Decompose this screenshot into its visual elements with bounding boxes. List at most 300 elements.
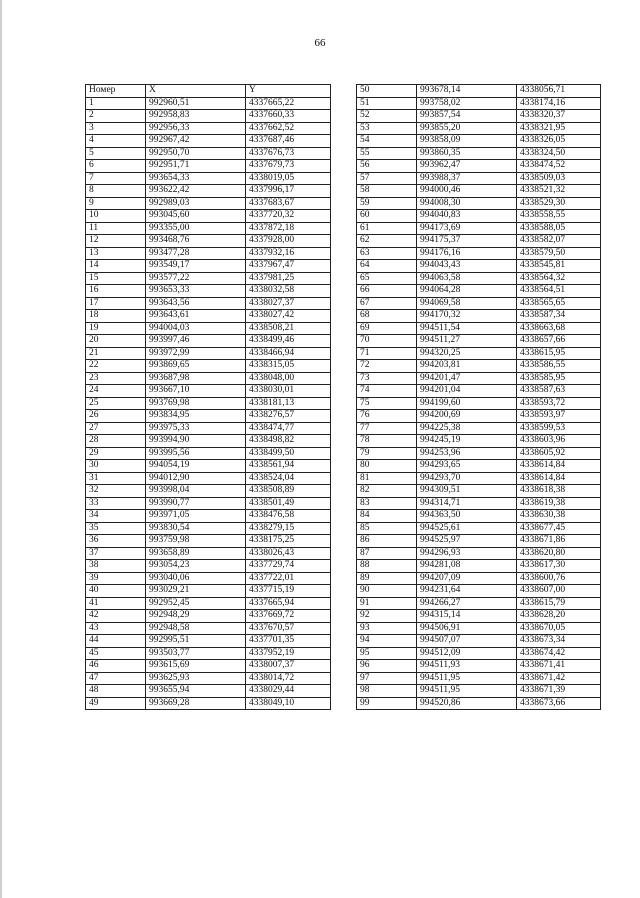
cell-number: 42 [86, 610, 146, 623]
cell-x: 993653,33 [146, 285, 246, 298]
cell-x: 993857,54 [417, 110, 517, 123]
cell-number: 23 [86, 372, 146, 385]
cell-x: 993758,02 [417, 97, 517, 110]
cell-y: 4338521,32 [517, 185, 601, 198]
cell-x: 992951,71 [146, 160, 246, 173]
table-row [357, 247, 601, 260]
cell-y: 4338014,72 [246, 672, 331, 685]
table-row [86, 122, 331, 135]
cell-number: 30 [86, 460, 146, 473]
cell-y: 4338630,38 [517, 510, 601, 523]
cell-y: 4337967,47 [246, 260, 331, 273]
cell-number: 34 [86, 510, 146, 523]
cell-y: 4337720,32 [246, 210, 331, 223]
table-row [357, 547, 601, 560]
cell-number: 46 [86, 660, 146, 673]
cell-x: 992958,83 [146, 110, 246, 123]
cell-y: 4338600,76 [517, 572, 601, 585]
cell-number: 99 [357, 697, 417, 710]
cell-x: 994175,37 [417, 235, 517, 248]
cell-y: 4338321,95 [517, 122, 601, 135]
table-row [357, 235, 601, 248]
cell-number: 80 [357, 460, 417, 473]
cell-number: 2 [86, 110, 146, 123]
cell-x: 994512,09 [417, 647, 517, 660]
table-row [357, 685, 601, 698]
cell-x: 993994,90 [146, 435, 246, 448]
cell-y: 4338019,05 [246, 172, 331, 185]
cell-x: 994201,04 [417, 385, 517, 398]
table-row [357, 622, 601, 635]
cell-x: 993655,94 [146, 685, 246, 698]
cell-number: 73 [357, 372, 417, 385]
table-row [86, 472, 331, 485]
table-row [86, 685, 331, 698]
cell-y: 4338605,92 [517, 447, 601, 460]
cell-x: 993988,37 [417, 172, 517, 185]
cell-x: 993654,33 [146, 172, 246, 185]
coordinates-table-left [85, 84, 331, 710]
cell-number: 19 [86, 322, 146, 335]
cell-x: 994012,90 [146, 472, 246, 485]
table-row [86, 572, 331, 585]
table-row [86, 485, 331, 498]
cell-y: 4338564,51 [517, 285, 601, 298]
cell-number: 16 [86, 285, 146, 298]
cell-y: 4338587,34 [517, 310, 601, 323]
table-row [357, 585, 601, 598]
cell-x: 993029,21 [146, 585, 246, 598]
cell-y: 4338586,55 [517, 360, 601, 373]
table-row [86, 372, 331, 385]
page-edge [0, 0, 2, 898]
cell-number: 29 [86, 447, 146, 460]
cell-x: 994008,30 [417, 197, 517, 210]
cell-y: 4338007,37 [246, 660, 331, 673]
table-row [86, 697, 331, 710]
cell-number: 6 [86, 160, 146, 173]
cell-x: 994176,16 [417, 247, 517, 260]
cell-number: 53 [357, 122, 417, 135]
table-row [357, 110, 601, 123]
cell-x: 994200,69 [417, 410, 517, 423]
cell-y: 4338674,42 [517, 647, 601, 660]
table-body-right [357, 85, 601, 710]
cell-y: 4338029,44 [246, 685, 331, 698]
cell-y: 4338056,71 [517, 85, 601, 98]
cell-x: 994199,60 [417, 397, 517, 410]
cell-number: 93 [357, 622, 417, 635]
cell-number: 61 [357, 222, 417, 235]
table-row [357, 610, 601, 623]
cell-number: 85 [357, 522, 417, 535]
cell-number: 20 [86, 335, 146, 348]
cell-number: 27 [86, 422, 146, 435]
cell-number: 8 [86, 185, 146, 198]
table-row [357, 522, 601, 535]
cell-number: 18 [86, 310, 146, 323]
cell-y: 4338474,77 [246, 422, 331, 435]
cell-number: 87 [357, 547, 417, 560]
table-row [357, 672, 601, 685]
cell-y: 4338671,86 [517, 535, 601, 548]
cell-y: 4338558,55 [517, 210, 601, 223]
cell-number: 5 [86, 147, 146, 160]
coordinates-table-right [356, 84, 601, 710]
cell-number: 66 [357, 285, 417, 298]
cell-x: 994069,58 [417, 297, 517, 310]
cell-x: 993040,06 [146, 572, 246, 585]
cell-y: 4338027,42 [246, 310, 331, 323]
cell-number: 89 [357, 572, 417, 585]
cell-x: 993577,22 [146, 272, 246, 285]
cell-x: 993669,28 [146, 697, 246, 710]
cell-x: 993549,17 [146, 260, 246, 273]
table-row [357, 660, 601, 673]
cell-x: 994293,70 [417, 472, 517, 485]
cell-number: 92 [357, 610, 417, 623]
cell-x: 993687,98 [146, 372, 246, 385]
cell-y: 4338588,05 [517, 222, 601, 235]
cell-y: 4338673,66 [517, 697, 601, 710]
cell-y: 4338181,13 [246, 397, 331, 410]
cell-number: 91 [357, 597, 417, 610]
table-row [357, 447, 601, 460]
cell-y: 4338509,03 [517, 172, 601, 185]
table-row [357, 472, 601, 485]
cell-x: 994266,27 [417, 597, 517, 610]
cell-x: 993503,77 [146, 647, 246, 660]
table-row [357, 647, 601, 660]
table-row [357, 185, 601, 198]
cell-x: 993643,56 [146, 297, 246, 310]
table-row [86, 310, 331, 323]
cell-y: 4337669,72 [246, 610, 331, 623]
cell-number: 63 [357, 247, 417, 260]
cell-number: 37 [86, 547, 146, 560]
cell-y: 4338607,00 [517, 585, 601, 598]
cell-x: 994054,19 [146, 460, 246, 473]
cell-y: 4337670,57 [246, 622, 331, 635]
table-row [86, 535, 331, 548]
cell-y: 4337662,52 [246, 122, 331, 135]
cell-y: 4338026,43 [246, 547, 331, 560]
cell-x: 994315,14 [417, 610, 517, 623]
cell-y: 4337722,01 [246, 572, 331, 585]
cell-x: 994173,69 [417, 222, 517, 235]
cell-number: 97 [357, 672, 417, 685]
table-row [357, 635, 601, 648]
cell-y: 4338276,57 [246, 410, 331, 423]
table-row [86, 147, 331, 160]
cell-y: 4338599,53 [517, 422, 601, 435]
cell-number: 33 [86, 497, 146, 510]
cell-y: 4338677,45 [517, 522, 601, 535]
cell-y: 4338585,95 [517, 372, 601, 385]
cell-x: 993355,00 [146, 222, 246, 235]
cell-number: 74 [357, 385, 417, 398]
cell-y: 4337996,17 [246, 185, 331, 198]
cell-x: 993869,65 [146, 360, 246, 373]
cell-number: 84 [357, 510, 417, 523]
cell-y: 4338615,95 [517, 347, 601, 360]
table-row [86, 110, 331, 123]
cell-y: 4338498,82 [246, 435, 331, 448]
table-row [357, 335, 601, 348]
cell-number: 41 [86, 597, 146, 610]
cell-x: 994207,09 [417, 572, 517, 585]
cell-x: 994043,43 [417, 260, 517, 273]
cell-x: 994064,28 [417, 285, 517, 298]
cell-y: 4338657,66 [517, 335, 601, 348]
cell-x: 994511,54 [417, 322, 517, 335]
table-row [86, 185, 331, 198]
cell-number: 57 [357, 172, 417, 185]
cell-number: 7 [86, 172, 146, 185]
table-row [86, 335, 331, 348]
cell-number: 38 [86, 560, 146, 573]
table-row [357, 497, 601, 510]
table-row [86, 297, 331, 310]
cell-number: 67 [357, 297, 417, 310]
cell-number: 52 [357, 110, 417, 123]
cell-x: 994253,96 [417, 447, 517, 460]
cell-y: 4338673,34 [517, 635, 601, 648]
cell-y: 4338619,38 [517, 497, 601, 510]
cell-x: 994511,95 [417, 672, 517, 685]
cell-x: 993998,04 [146, 485, 246, 498]
cell-number: 51 [357, 97, 417, 110]
cell-x: 993643,61 [146, 310, 246, 323]
cell-x: 994525,61 [417, 522, 517, 535]
cell-x: 993995,56 [146, 447, 246, 460]
cell-number: 31 [86, 472, 146, 485]
cell-y: 4338617,30 [517, 560, 601, 573]
cell-number: 39 [86, 572, 146, 585]
table-row [357, 385, 601, 398]
cell-number: 21 [86, 347, 146, 360]
table-row [86, 672, 331, 685]
cell-x: 994170,32 [417, 310, 517, 323]
cell-y: 4338508,21 [246, 322, 331, 335]
cell-x: 993045,60 [146, 210, 246, 223]
table-row [86, 260, 331, 273]
cell-y: 4338032,58 [246, 285, 331, 298]
cell-number: 88 [357, 560, 417, 573]
cell-y: 4338030,01 [246, 385, 331, 398]
cell-x: 992948,58 [146, 622, 246, 635]
cell-number: 64 [357, 260, 417, 273]
cell-x: 994309,51 [417, 485, 517, 498]
cell-number: 28 [86, 435, 146, 448]
table-row [86, 585, 331, 598]
cell-y: 4338499,50 [246, 447, 331, 460]
table-row [86, 385, 331, 398]
cell-y: 4337729,74 [246, 560, 331, 573]
cell-number: 68 [357, 310, 417, 323]
cell-x: 993054,23 [146, 560, 246, 573]
cell-y: 4337952,19 [246, 647, 331, 660]
cell-y: 4337665,94 [246, 597, 331, 610]
cell-number: 56 [357, 160, 417, 173]
cell-y: 4337715,19 [246, 585, 331, 598]
cell-x: 993830,54 [146, 522, 246, 535]
cell-x: 992948,29 [146, 610, 246, 623]
cell-number: 82 [357, 485, 417, 498]
table-row [357, 597, 601, 610]
cell-y: 4338615,79 [517, 597, 601, 610]
cell-y: 4338466,94 [246, 347, 331, 360]
cell-number: 12 [86, 235, 146, 248]
cell-y: 4338499,46 [246, 335, 331, 348]
cell-x: 994000,46 [417, 185, 517, 198]
cell-y: 4337679,73 [246, 160, 331, 173]
table-row [357, 322, 601, 335]
cell-x: 994363,50 [417, 510, 517, 523]
table-row [357, 85, 601, 98]
cell-y: 4338315,05 [246, 360, 331, 373]
cell-number: 55 [357, 147, 417, 160]
cell-number: 15 [86, 272, 146, 285]
cell-x: 994293,65 [417, 460, 517, 473]
cell-number: 49 [86, 697, 146, 710]
table-row [357, 535, 601, 548]
table-row [357, 172, 601, 185]
cell-x: 994511,27 [417, 335, 517, 348]
table-row [86, 410, 331, 423]
table-row [86, 210, 331, 223]
cell-y: 4338027,37 [246, 297, 331, 310]
cell-x: 992952,45 [146, 597, 246, 610]
cell-y: 4338524,04 [246, 472, 331, 485]
table-row [86, 560, 331, 573]
cell-x: 994520,86 [417, 697, 517, 710]
table-row [86, 197, 331, 210]
cell-number: 71 [357, 347, 417, 360]
cell-number: 9 [86, 197, 146, 210]
cell-y: 4338620,80 [517, 547, 601, 560]
page-number: 66 [314, 37, 326, 49]
table-row [357, 422, 601, 435]
cell-number: 44 [86, 635, 146, 648]
cell-y: 4338175,25 [246, 535, 331, 548]
cell-x: 994004,03 [146, 322, 246, 335]
cell-x: 993855,20 [417, 122, 517, 135]
cell-number: 25 [86, 397, 146, 410]
table-row [86, 360, 331, 373]
table-row [357, 160, 601, 173]
table-row [86, 397, 331, 410]
cell-y: 4338671,42 [517, 672, 601, 685]
table-row [357, 510, 601, 523]
table-row [357, 697, 601, 710]
cell-y: 4338582,07 [517, 235, 601, 248]
table-row [86, 135, 331, 148]
table-row [86, 622, 331, 635]
cell-y: 4338603,96 [517, 435, 601, 448]
cell-x: 993658,89 [146, 547, 246, 560]
cell-number: 69 [357, 322, 417, 335]
cell-x: 994203,81 [417, 360, 517, 373]
cell-number: 94 [357, 635, 417, 648]
table-row [357, 122, 601, 135]
table-row [86, 435, 331, 448]
cell-x: 993615,69 [146, 660, 246, 673]
cell-x: 994063,58 [417, 272, 517, 285]
cell-y: 4338501,49 [246, 497, 331, 510]
cell-x: 993468,76 [146, 235, 246, 248]
cell-y: 4338324,50 [517, 147, 601, 160]
table-row [86, 635, 331, 648]
table-row [86, 597, 331, 610]
cell-number: 59 [357, 197, 417, 210]
cell-y: 4337665,22 [246, 97, 331, 110]
table-row [86, 547, 331, 560]
table-row [357, 372, 601, 385]
cell-y: 4337981,25 [246, 272, 331, 285]
table-row [357, 260, 601, 273]
cell-y: 4338618,38 [517, 485, 601, 498]
cell-x: 994314,71 [417, 497, 517, 510]
header-number: Номер [86, 85, 146, 98]
cell-y: 4338670,05 [517, 622, 601, 635]
table-row [357, 197, 601, 210]
table-header-row [86, 85, 331, 98]
cell-y: 4338671,39 [517, 685, 601, 698]
cell-number: 65 [357, 272, 417, 285]
cell-number: 14 [86, 260, 146, 273]
cell-x: 992960,51 [146, 97, 246, 110]
table-row [86, 347, 331, 360]
cell-x: 994507,07 [417, 635, 517, 648]
cell-y: 4337928,00 [246, 235, 331, 248]
cell-y: 4338048,00 [246, 372, 331, 385]
cell-number: 77 [357, 422, 417, 435]
cell-x: 994511,95 [417, 685, 517, 698]
table-row [86, 172, 331, 185]
cell-y: 4338545,81 [517, 260, 601, 273]
cell-y: 4338565,65 [517, 297, 601, 310]
cell-number: 36 [86, 535, 146, 548]
cell-x: 993759,98 [146, 535, 246, 548]
cell-x: 993667,10 [146, 385, 246, 398]
table-row [86, 660, 331, 673]
cell-number: 43 [86, 622, 146, 635]
cell-x: 993971,05 [146, 510, 246, 523]
cell-number: 24 [86, 385, 146, 398]
cell-number: 32 [86, 485, 146, 498]
cell-x: 993997,46 [146, 335, 246, 348]
cell-number: 58 [357, 185, 417, 198]
cell-x: 993860,35 [417, 147, 517, 160]
cell-x: 993769,98 [146, 397, 246, 410]
header-y: Y [246, 85, 331, 98]
cell-number: 98 [357, 685, 417, 698]
cell-number: 3 [86, 122, 146, 135]
cell-y: 4338049,10 [246, 697, 331, 710]
cell-y: 4338508,89 [246, 485, 331, 498]
cell-x: 994525,97 [417, 535, 517, 548]
cell-number: 4 [86, 135, 146, 148]
cell-x: 994320,25 [417, 347, 517, 360]
cell-x: 992950,70 [146, 147, 246, 160]
cell-x: 993834,95 [146, 410, 246, 423]
cell-y: 4338529,30 [517, 197, 601, 210]
cell-number: 70 [357, 335, 417, 348]
cell-y: 4337932,16 [246, 247, 331, 260]
cell-y: 4338587,63 [517, 385, 601, 398]
cell-y: 4338628,20 [517, 610, 601, 623]
